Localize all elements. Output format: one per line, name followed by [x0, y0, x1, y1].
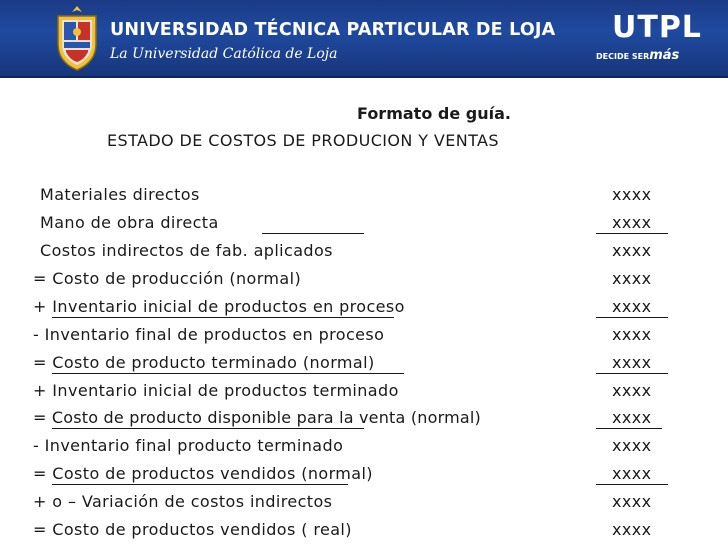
row-label: = Costo de producto terminado (normal) — [33, 353, 375, 372]
header-banner — [0, 0, 728, 78]
row-value: xxxx — [612, 408, 652, 427]
university-name: UNIVERSIDAD TÉCNICA PARTICULAR DE LOJA — [110, 20, 556, 40]
row-label: Costos indirectos de fab. aplicados — [40, 241, 333, 260]
row-value: xxxx — [612, 436, 652, 455]
document-subtitle: ESTADO DE COSTOS DE PRODUCION Y VENTAS — [107, 131, 499, 150]
row-value: xxxx — [612, 213, 652, 232]
row-label: Materiales directos — [40, 185, 200, 204]
row-value: xxxx — [612, 520, 652, 539]
statement-row — [0, 381, 728, 405]
row-label: = Costo de productos vendidos ( real) — [33, 520, 352, 539]
row-label: Mano de obra directa — [40, 213, 219, 232]
row-label: + o – Variación de costos indirectos — [33, 492, 333, 511]
underline — [52, 317, 394, 318]
row-value: xxxx — [612, 269, 652, 288]
underline — [596, 233, 668, 234]
row-value: xxxx — [612, 381, 652, 400]
underline — [596, 317, 668, 318]
slogan-prefix: DECIDE SER — [596, 52, 650, 61]
row-value: xxxx — [612, 297, 652, 316]
row-label: = Costo de producción (normal) — [33, 269, 302, 288]
document-title: Formato de guía. — [357, 104, 511, 123]
statement-row — [0, 325, 728, 349]
underline — [596, 373, 668, 374]
row-value: xxxx — [612, 241, 652, 260]
row-label: - Inventario final de productos en proceso — [33, 325, 385, 344]
statement-row — [0, 492, 728, 516]
statement-row — [0, 185, 728, 209]
row-value: xxxx — [612, 185, 652, 204]
row-label: - Inventario final producto terminado — [33, 436, 344, 455]
row-value: xxxx — [612, 492, 652, 511]
underline — [52, 373, 404, 374]
underline — [596, 428, 662, 429]
statement-row — [0, 520, 728, 544]
banner-stripe — [0, 76, 728, 78]
university-crest-icon — [52, 4, 102, 72]
utpl-logo: UTPL — [612, 10, 702, 45]
underline — [262, 233, 364, 234]
row-value: xxxx — [612, 464, 652, 483]
statement-row — [0, 269, 728, 293]
underline — [52, 484, 348, 485]
slogan — [596, 48, 679, 63]
row-label: + Inventario inicial de productos en proceso — [33, 297, 405, 316]
statement-row — [0, 241, 728, 265]
row-label: + Inventario inicial de productos terminado — [33, 381, 399, 400]
row-value: xxxx — [612, 353, 652, 372]
row-label: = Costo de producto disponible para la venta (normal) — [33, 408, 481, 427]
row-value: xxxx — [612, 325, 652, 344]
row-label: = Costo de productos vendidos (normal) — [33, 464, 373, 483]
underline — [596, 484, 668, 485]
university-subtitle: La Universidad Católica de Loja — [110, 46, 338, 62]
underline — [52, 428, 364, 429]
statement-row — [0, 436, 728, 460]
slogan-emphasis: más — [649, 48, 680, 63]
